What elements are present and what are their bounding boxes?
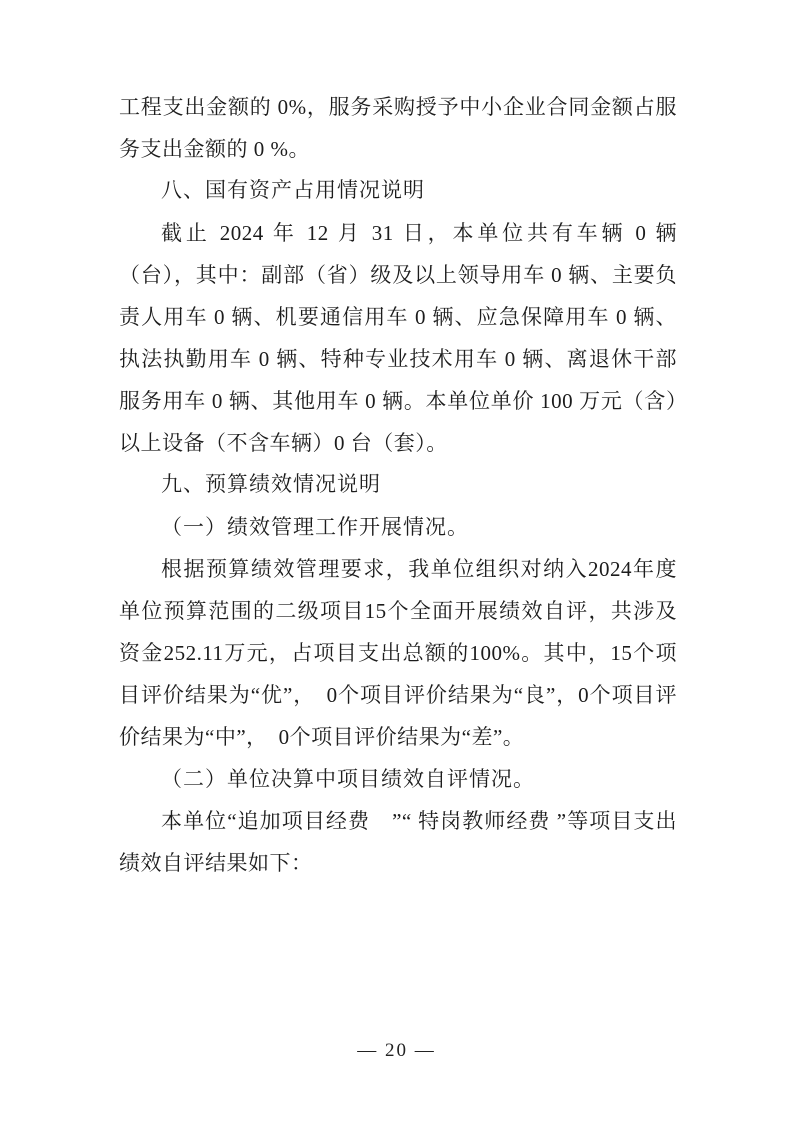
section-heading-state-assets: 八、国有资产占用情况说明 — [161, 179, 425, 202]
subsection-heading-performance-management: （一）绩效管理工作开展情况。 — [161, 515, 469, 539]
page-number: — 20 — — [357, 1040, 436, 1061]
document-body — [119, 86, 677, 884]
paragraph-carryover: 工程支出金额的 0%，服务采购授予中小企业合同金额占服务支出金额的 0 %。 — [119, 95, 677, 161]
subsection-heading-project-self-evaluation: （二）单位决算中项目绩效自评情况。 — [161, 767, 535, 791]
section-heading-budget-performance: 九、预算绩效情况说明 — [161, 473, 381, 496]
paragraph-state-assets: 截止 2024 年 12 月 31 日，本单位共有车辆 0 辆（台），其中：副部（省）级及以上领导用车 0 辆、主要负责人用车 0 辆、机要通信用车 0 辆、应急保障用车 0 辆、执法执勤用车 0 辆、特种专业技术用车 0 辆、离退休干部服务用车 0 辆、其他用车 0 辆。本单位单价 100 万元（含）以上设备（不含车辆）0 台（套）。 — [119, 221, 677, 455]
paragraph-project-self-evaluation: 本单位“追加项目经费 ”“ 特岗教师经费 ”等项目支出绩效自评结果如下： — [119, 809, 677, 875]
paragraph-performance-management: 根据预算绩效管理要求，我单位组织对纳入2024年度单位预算范围的二级项目15个全面开展绩效自评，共涉及资金252.11万元，占项目支出总额的100%。其中，15个项目评价结果为“优”， 0个项目评价结果为“良”，0个项目评价结果为“中”， 0个项目评价结果为“差”。 — [119, 557, 677, 749]
